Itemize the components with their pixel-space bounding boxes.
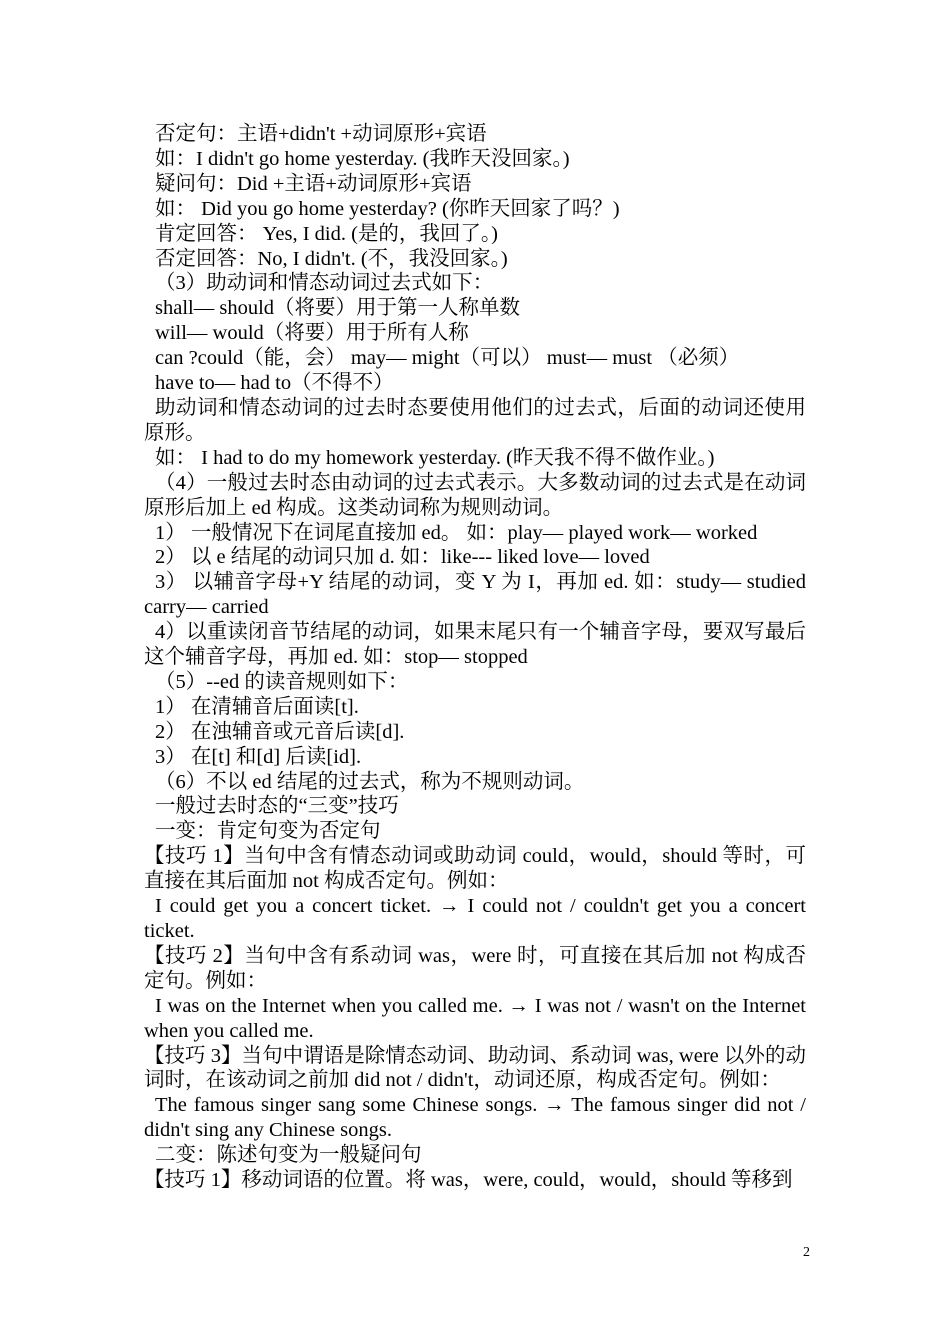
paragraph-p2: 如：I didn't go home yesterday. (我昨天没回家。) [155,147,570,170]
paragraph-p25: 一变：肯定句变为否定句 [155,820,381,843]
paragraph-p15: 1） 一般情况下在词尾直接加 ed。 如：play— played work— worked [155,521,758,544]
paragraph-p16: 2） 以 e 结尾的动词只加 d. 如：like--- liked love— loved [155,546,650,569]
paragraph-p32: 二变：陈述句变为一般疑问句 [155,1144,422,1167]
paragraph-p22: 3） 在[t] 和[d] 后读[id]. [155,745,362,768]
paragraph-p5: 肯定回答： Yes, I did. (是的，我回了。) [155,222,499,245]
paragraph-p8: shall— should（将要）用于第一人称单数 [155,297,521,320]
paragraph-p17: 3） 以辅音字母+Y 结尾的动词，变 Y 为 I，再加 ed. 如：study— studied carry— carried [144,571,806,619]
paragraph-p20: 1） 在清辅音后面读[t]. [155,695,359,718]
paragraph-p7: （3）助动词和情态动词过去式如下： [155,272,494,295]
paragraph-p11: have to— had to（不得不） [155,372,394,395]
paragraph-p33: 【技巧 1】移动词语的位置。将 was，were, could，would，should 等移到 [144,1169,793,1192]
paragraph-p23: （6）不以 ed 结尾的过去式，称为不规则动词。 [155,770,585,793]
paragraph-p28: 【技巧 2】当句中含有系动词 was，were 时，可直接在其后加 not 构成否定句。例如： [144,944,806,992]
paragraph-p12: 助动词和情态动词的过去时态要使用他们的过去式，后面的动词还使用原形。 [144,396,806,444]
paragraph-p21: 2） 在浊辅音或元音后读[d]. [155,720,405,743]
paragraph-p31: The famous singer sang some Chinese songs. → The famous singer did not / didn't sing any Chinese songs. [144,1094,806,1142]
paragraph-p29: I was on the Internet when you called me. → I was not / wasn't on the Internet when you called me. [144,994,806,1042]
paragraph-p27: I could get you a concert ticket. → I could not / couldn't get you a concert ticket. [144,895,806,942]
paragraph-p9: will— would（将要）用于所有人称 [155,322,469,345]
paragraph-p13: 如： I had to do my homework yesterday. (昨天我不得不做作业。) [155,446,715,469]
paragraph-p3: 疑问句：Did +主语+动词原形+宾语 [155,172,472,195]
paragraph-p30: 【技巧 3】当句中谓语是除情态动词、助动词、系动词 was, were 以外的动词时，在该动词之前加 did not / didn't，动词还原，构成否定句。例如： [144,1044,806,1092]
paragraph-p4: 如： Did you go home yesterday? (你昨天回家了吗？) [155,197,620,220]
paragraph-p24: 一般过去时态的“三变”技巧 [155,795,399,818]
paragraph-p19: （5）--ed 的读音规则如下： [155,670,409,693]
paragraph-p1: 否定句：主语+didn't +动词原形+宾语 [155,123,487,145]
paragraph-p6: 否定回答：No, I didn't. (不，我没回家。) [155,247,508,270]
paragraph-p18: 4）以重读闭音节结尾的动词，如果末尾只有一个辅音字母，要双写最后这个辅音字母，再加 ed. 如：stop— stopped [144,621,806,669]
page-number: 2 [803,1245,810,1260]
document-body [144,122,806,1193]
paragraph-p14: （4）一般过去时态由动词的过去式表示。大多数动词的过去式是在动词原形后加上 ed 构成。这类动词称为规则动词。 [144,471,806,519]
paragraph-p10: can ?could（能，会） may— might（可以） must— must （必须） [155,347,740,370]
paragraph-p26: 【技巧 1】当句中含有情态动词或助动词 could，would，should 等时，可直接在其后面加 not 构成否定句。例如： [144,845,806,893]
